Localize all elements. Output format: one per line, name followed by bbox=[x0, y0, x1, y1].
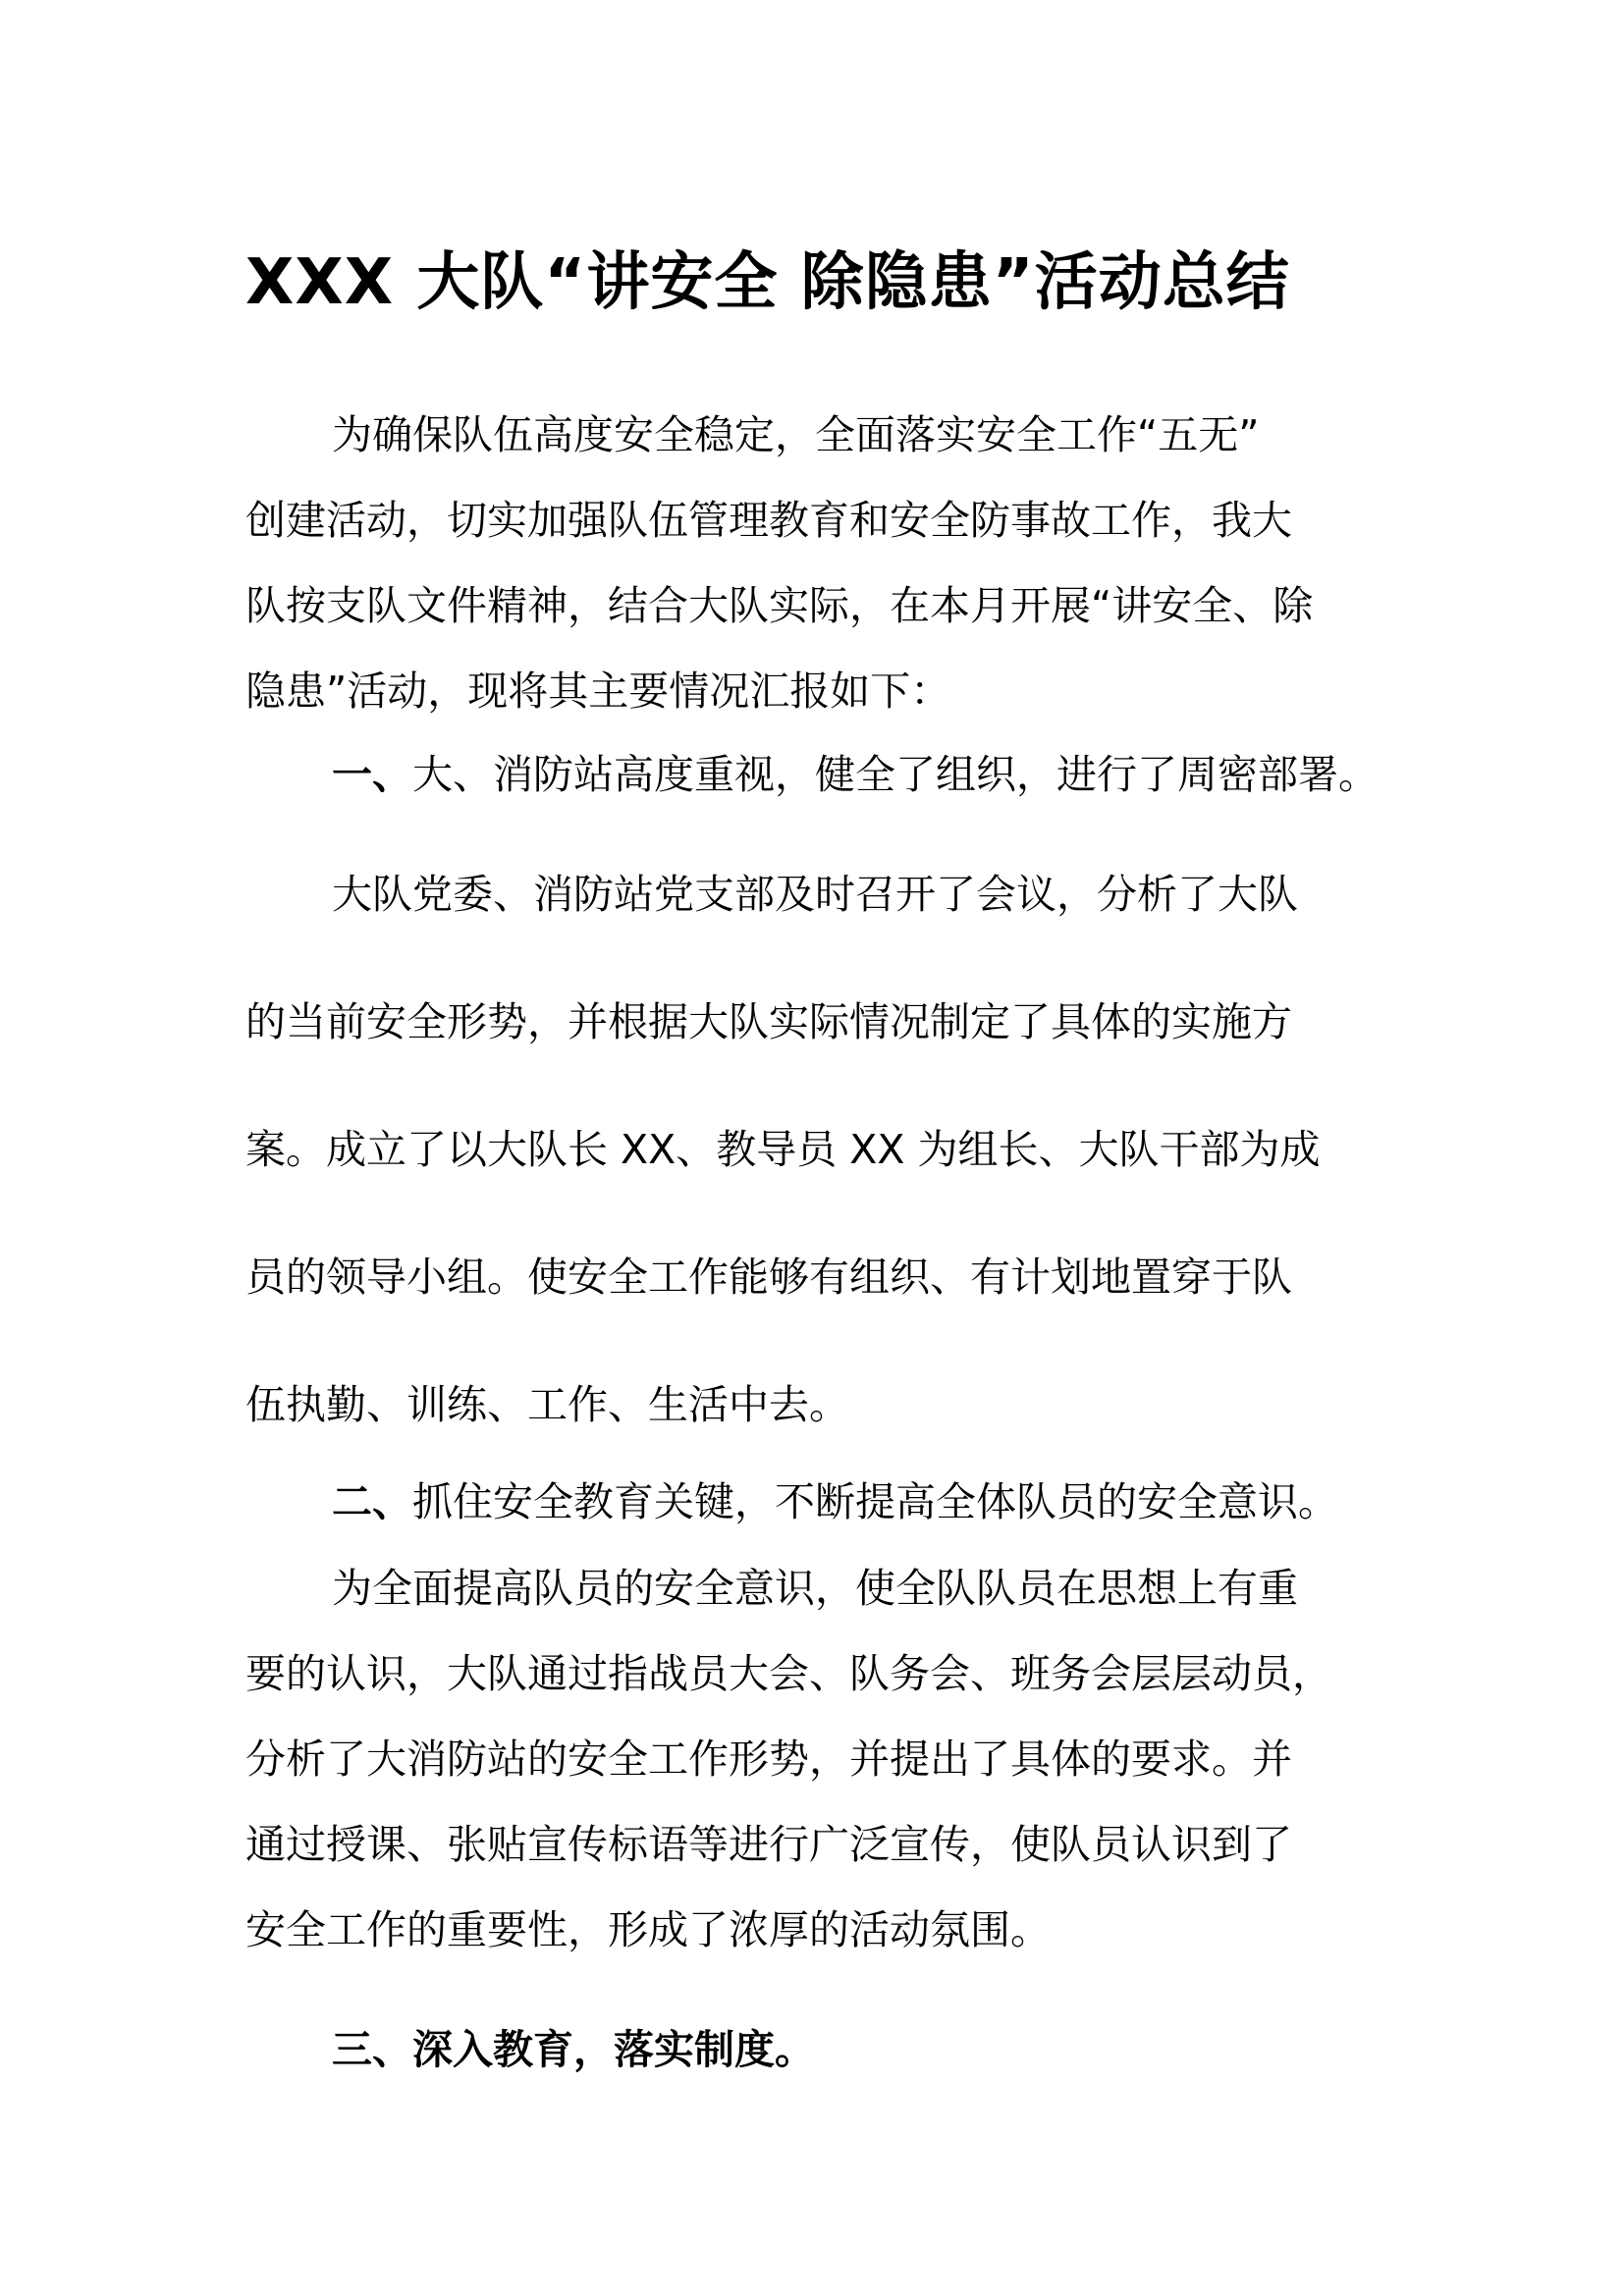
paragraph-line: 隐患”活动，现将其主要情况汇报如下： bbox=[245, 667, 951, 715]
document-title: XXX 大队“讲安全 除隐患”活动总结 bbox=[245, 246, 1290, 319]
section-1-number: 一、 bbox=[332, 751, 412, 798]
paragraph-line: 要的认识，大队通过指战员大会、队务会、班务会层层动员， bbox=[245, 1650, 1332, 1697]
paragraph-line: 为全面提高队员的安全意识，使全队队员在思想上有重 bbox=[332, 1565, 1298, 1612]
intro-paragraph bbox=[245, 393, 1384, 734]
section-2-heading bbox=[332, 1460, 1382, 1545]
paragraph-line: 案。成立了以大队长 XX、教导员 XX 为组长、大队干部为成 bbox=[245, 1126, 1321, 1173]
section-3-heading-text: 三、深入教育，落实制度。 bbox=[332, 2026, 815, 2073]
section-2-paragraph bbox=[245, 1546, 1384, 1973]
paragraph-line: 分析了大消防站的安全工作形势，并提出了具体的要求。并 bbox=[245, 1735, 1292, 1783]
paragraph-line: 创建活动，切实加强队伍管理教育和安全防事故工作，我大 bbox=[245, 497, 1292, 544]
section-2-heading-text: 抓住安全教育关键，不断提高全体队员的安全意识。 bbox=[412, 1478, 1338, 1525]
paragraph-line: 为确保队伍高度安全稳定，全面落实安全工作“五无” bbox=[332, 411, 1260, 458]
paragraph-line: 通过授课、张贴宣传标语等进行广泛宣传，使队员认识到了 bbox=[245, 1821, 1292, 1868]
section-1-heading bbox=[332, 732, 1382, 818]
paragraph-line: 员的领导小组。使安全工作能够有组织、有计划地置穿于队 bbox=[245, 1254, 1292, 1301]
section-1-paragraph bbox=[245, 830, 1384, 1468]
section-3-heading bbox=[332, 2007, 1382, 2093]
section-2-number: 二、 bbox=[332, 1478, 412, 1525]
section-1-heading-text: 大、消防站高度重视，健全了组织，进行了周密部署。 bbox=[412, 751, 1379, 798]
paragraph-line: 队按支队文件精神，结合大队实际，在本月开展“讲安全、除 bbox=[245, 582, 1314, 629]
paragraph-line: 大队党委、消防站党支部及时召开了会议，分析了大队 bbox=[332, 871, 1298, 918]
paragraph-line: 伍执勤、训练、工作、生活中去。 bbox=[245, 1381, 849, 1428]
paragraph-line: 安全工作的重要性，形成了浓厚的活动氛围。 bbox=[245, 1906, 1051, 1953]
paragraph-line: 的当前安全形势，并根据大队实际情况制定了具体的实施方 bbox=[245, 998, 1292, 1045]
